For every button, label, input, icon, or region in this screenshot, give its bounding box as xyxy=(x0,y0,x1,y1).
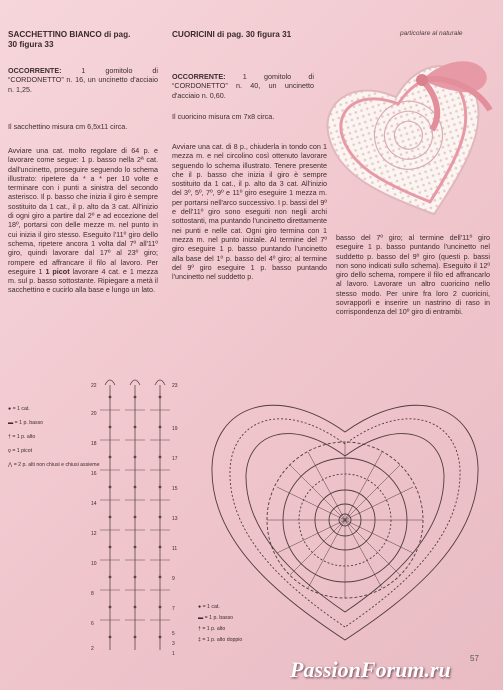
legend2-item: † = 1 p. alto xyxy=(198,626,226,632)
legend2-item: ● = 1 cat. xyxy=(198,604,220,610)
occorrente-label: OCCORRENTE: xyxy=(8,66,62,75)
row-number: 20 xyxy=(91,411,97,417)
bag-stitch-diagram xyxy=(90,375,185,660)
row-number: 18 xyxy=(91,441,97,447)
single-crochet-symbol-icon: ▬ xyxy=(8,420,15,426)
col1-occorrente xyxy=(8,66,158,94)
picot-symbol-icon: ϙ xyxy=(8,448,13,454)
row-number: 10 xyxy=(91,561,97,567)
watermark: PassionForum.ru xyxy=(290,657,451,682)
row-number: 2 xyxy=(91,646,94,652)
col2-instructions: Avviare una cat. di 8 p., chiuderla in tondo con 1 mezza m. e nel circolino così ottenuto lavorare seguendo lo schema illustrato. Tenere presente che il p. basso che inizia il giro è sempre sostituito da 1 cat., il p. alto da 3 cat. All'inizio del 3º, 5º, 7º, 9º e 11º giro eseguire 1 mezza m. per portarsi nell'arco successivo. I p. bassi del 9º e dell'11º giro sono eseguiti non negli archi sottostanti, ma puntando l'uncinetto direttamente nei punti e nelle cat. Ogni giro termina con 1 mezza m. nel punto iniziale. Al termine del 7º giro eseguire 1 p. basso puntando l'uncinetto alla base del 1º p. basso del 4º giro; al termine del 9º giro eseguire 1 p. basso puntando l'uncinetto nel suddetto p. xyxy=(172,142,328,282)
legend2-item: ‡ = 1 p. alto doppio xyxy=(198,637,243,643)
row-number-right: 11 xyxy=(172,546,178,552)
chain-symbol-icon: ● xyxy=(8,406,13,412)
legend1-item: ⋀ = 2 p. alti non chiusi e chiusi assieme xyxy=(8,462,100,468)
chain-symbol-icon: ● xyxy=(198,604,203,610)
page-number: 57 xyxy=(470,654,479,663)
col3-instructions: basso del 7º giro; al termine dell'11º giro eseguire 1 p. basso puntando l'uncinetto nel suddetto p. basso del 9º giro (questi p. bassi non sono indicati sullo schema). Eseguito il 12º giro dello schema, rompere il filo ed affrancarlo al lavoro. Lavorare un altro cuoricino nello stesso modo. Per unire fra loro 2 cuoricini, sovrapporli e inserire un nastrino di raso in corrispondenza del 10º giro di entrambi. xyxy=(336,233,490,317)
col1-instructions xyxy=(8,146,158,295)
row-number-right: 3 xyxy=(172,641,175,647)
legend2-item: ▬ = 1 p. basso xyxy=(198,615,234,621)
legend-sacchettino xyxy=(8,406,100,476)
row-number-right: 9 xyxy=(172,576,175,582)
row-number-right: 23 xyxy=(172,383,178,389)
title-cuoricini: CUORICINI di pag. 30 figura 31 xyxy=(172,30,292,39)
col2-occorrente xyxy=(172,72,314,100)
col1-size: Il sacchettino misura cm 6,5x11 circa. xyxy=(8,122,128,131)
picot-term: 1 picot xyxy=(45,266,70,276)
title-sacchettino: SACCHETTINO BIANCO di pag. 30 figura 33 xyxy=(8,30,131,49)
row-number-right: 13 xyxy=(172,516,178,522)
legend1-item: ▬ = 1 p. basso xyxy=(8,420,44,426)
double-crochet-symbol-icon: † xyxy=(198,626,203,632)
single-crochet-symbol-icon: ▬ xyxy=(198,615,205,621)
occorrente-label-2: OCCORRENTE: xyxy=(172,72,226,81)
col1-p1: Avviare una cat. molto regolare di 64 p. e lavorare come segue: 1 p. basso nella 2ª cat. dall'uncinetto, proseguire seguendo lo schema illustrato: ripetere da * a * per 10 volte e terminare con i punti a sinistra del secondo asterisco. Il p. basso che inizia il giro è sempre sostituito da 1 cat., il p. alto da 3 cat. All'inizio di ogni giro a partire dal 2º e ad eccezione del 18º, portarsi con delle mezze m. nel punto in cui inizia il giro stesso. Eseguito l'11º giro dello schema, ripetere ancora 1 volta dal 7º all'11º giro, quindi lavorare dal 17º al 23º giro; rompere ed affrancare il filo al lavoro. Per eseguire 1 xyxy=(8,146,158,276)
row-number: 16 xyxy=(91,471,97,477)
row-number: 22 xyxy=(91,383,97,389)
col2-size: Il cuoricino misura cm 7x8 circa. xyxy=(172,112,275,121)
legend1-item: † = 1 p. alto xyxy=(8,434,36,440)
row-number-right: 17 xyxy=(172,456,178,462)
row-number: 14 xyxy=(91,501,97,507)
double-crochet-symbol-icon: † xyxy=(8,434,13,440)
cluster-symbol-icon: ⋀ xyxy=(8,462,14,468)
treble-crochet-symbol-icon: ‡ xyxy=(198,637,203,643)
row-number-right: 19 xyxy=(172,426,178,432)
occorrente-text: 1 gomitolo di “CORDONETTO” n. 16, un uncinetto d'acciaio n. 1,25. xyxy=(8,66,158,94)
row-number: 6 xyxy=(91,621,94,627)
row-number: 12 xyxy=(91,531,97,537)
row-number-right: 7 xyxy=(172,606,175,612)
legend1-item: ● = 1 cat. xyxy=(8,406,30,412)
row-number-right: 1 xyxy=(172,651,175,657)
row-number-right: 5 xyxy=(172,631,175,637)
col1-p2: lavorare 4 cat. e 1 mezza m. sul p. basso sottostante. Ripiegare a metà il sacchettino e cucirlo alla base e lungo un lato. xyxy=(8,266,158,295)
legend-cuoricini xyxy=(198,604,308,648)
row-number-right: 15 xyxy=(172,486,178,492)
legend1-item: ϙ = 1 picot xyxy=(8,448,33,454)
row-number: 8 xyxy=(91,591,94,597)
lace-heart-photo xyxy=(322,40,500,230)
occorrente-text-2: 1 gomitolo di “CORDONETTO” n. 40, un uncinetto d'acciaio n. 0,60. xyxy=(172,72,314,100)
photo-caption: particolare al naturale xyxy=(400,30,463,37)
